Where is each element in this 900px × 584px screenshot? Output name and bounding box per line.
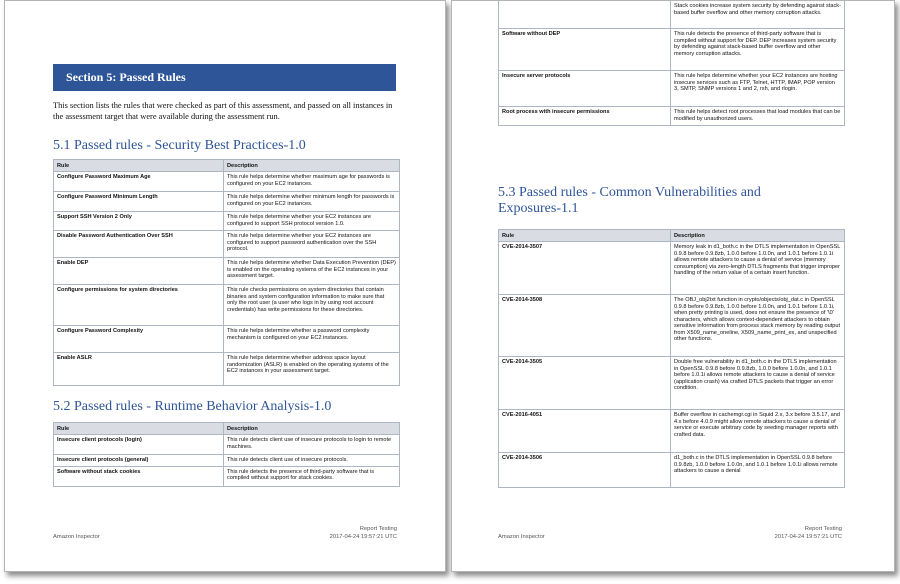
rule-name [499, 1, 671, 29]
rule-name: Disable Password Authentication Over SSH [54, 231, 224, 258]
report-page-right [451, 0, 895, 572]
rule-description: This rule helps determine whether Data Execution Prevention (DEP) is enabled on the operating systems of the EC2 instances in your assessment target. [224, 258, 400, 285]
rule-name: CVE-2014-3505 [499, 357, 671, 410]
rule-description: This rule helps determine whether a password complexity mechanism is configured on your EC2 instances. [224, 326, 400, 353]
rule-description: This rule helps detect root processes that load modules that can be modified by unauthorized users. [671, 107, 845, 126]
rule-name: Configure Password Maximum Age [54, 172, 224, 192]
table-row [499, 71, 845, 107]
rule-name: Insecure server protocols [499, 71, 671, 107]
rule-name: Configure permissions for system directories [54, 285, 224, 326]
rule-name: Configure Password Complexity [54, 326, 224, 353]
table-row [499, 107, 845, 126]
heading-5-2: 5.2 Passed rules - Runtime Behavior Analysis-1.0 [53, 399, 332, 414]
table-header-row [499, 230, 845, 242]
rule-name: CVE-2014-3506 [499, 453, 671, 488]
rule-description: The OBJ_obj2txt function in crypto/objects/obj_dat.c in OpenSSL 0.9.8 before 0.9.8zb, 1.0.0 before 1.0.0n, and 1.0.1 before 1.0.1i, when pretty printing is used, does not ensure the presence of '\0' characters, which allows context-dependent attackers to obtain sensitive information from process stack memory by reading output from X509_name_oneline, X509_name_print_ex, and unspecified other functions. [671, 295, 845, 357]
footer-report-info [330, 526, 397, 541]
table-row [499, 357, 845, 410]
rule-description: Buffer overflow in cachemgr.cgi in Squid 2.x, 3.x before 3.5.17, and 4.x before 4.0.9 might allow remote attackers to cause a denial of service or execute arbitrary code by seeding manager reports with crafted data. [671, 410, 845, 453]
table-header-row [54, 160, 400, 172]
footer-report-name: Report Testing [359, 526, 397, 532]
footer-timestamp: 2017-04-24 19:57:21 UTC [329, 533, 397, 540]
rule-description: This rule detects the presence of third-party software that is compiled without support for stack cookies. [224, 466, 400, 486]
column-header-rule: Rule [499, 230, 671, 242]
table-row [54, 326, 400, 353]
column-header-description: Description [671, 230, 845, 242]
section-title: Section 5: Passed Rules [53, 64, 396, 91]
table-row [54, 212, 400, 231]
column-header-description: Description [224, 423, 400, 435]
rule-description: This rule helps determine whether maximum age for passwords is configured on your EC2 instances. [224, 172, 400, 192]
rule-name: Enable ASLR [54, 353, 224, 386]
footer-brand: Amazon Inspector [53, 534, 100, 540]
rule-name: CVE-2014-3508 [499, 295, 671, 357]
table-header-row [54, 423, 400, 435]
rule-description: This rule detects the presence of third-party software that is compiled without support for DEP. DEP increases system security by defending against stack-based buffer overflow and other memory corruption attacks. [671, 29, 845, 71]
table-row [54, 455, 400, 467]
rule-name: Insecure client protocols (login) [54, 435, 224, 455]
rule-description: Memory leak in d1_both.c in the DTLS implementation in OpenSSL 0.9.8 before 0.9.8zb, 1.0.0 before 1.0.0n, and 1.0.1 before 1.0.1i allows remote attackers to cause a denial of service (memory consumption) via zero-length DTLS fragments that trigger improper handling of the return value of a certain insert function. [671, 242, 845, 295]
rule-description: This rule helps determine whether your EC2 instances are hosting insecure services such as FTP, Telnet, HTTP, IMAP, POP version 3, SMTP, SNMP versions 1 and 2, rsh, and rlogin. [671, 71, 845, 107]
rule-name: Root process with insecure permissions [499, 107, 671, 126]
rule-description: Double free vulnerability in d1_both.c in the DTLS implementation in OpenSSL 0.9.8 before 0.9.8zb, 1.0.0 before 1.0.0n, and 1.0.1 before 1.0.1i allows remote attackers to cause a denial of service (application crash) via crafted DTLS packets that trigger an error condition. [671, 357, 845, 410]
table-row [499, 242, 845, 295]
footer-report-name: Report Testing [804, 526, 842, 532]
table-row [54, 172, 400, 192]
table-row [499, 453, 845, 488]
rule-name: Software without stack cookies [54, 466, 224, 486]
table-row [499, 295, 845, 357]
heading-5-3 [498, 185, 761, 217]
rule-description: Stack cookies increase system security by defending against stack-based buffer overflow and other memory corruption attacks. [671, 1, 845, 29]
rule-name: CVE-2016-4051 [499, 410, 671, 453]
table-row [54, 258, 400, 285]
rule-name: Software without DEP [499, 29, 671, 71]
section-intro: This section lists the rules that were checked as part of this assessment, and passed on all instances in the assessment target that were available during the assessment run. [53, 101, 393, 121]
table-row [54, 353, 400, 386]
rule-description: d1_both.c in the DTLS implementation in OpenSSL 0.9.8 before 0.9.8zb, 1.0.0 before 1.0.0n, and 1.0.1 before 1.0.1i allows remote attackers to cause a denial [671, 453, 845, 488]
table-cve [498, 229, 845, 488]
heading-5-1: 5.1 Passed rules - Security Best Practices-1.0 [53, 138, 306, 153]
rule-name: Insecure client protocols (general) [54, 455, 224, 467]
table-runtime-behavior [53, 422, 400, 487]
column-header-rule: Rule [54, 423, 224, 435]
table-row [54, 466, 400, 486]
rule-description: This rule helps determine whether your EC2 instances are configured to support password authentication over the SSH protocol. [224, 231, 400, 258]
table-row [54, 435, 400, 455]
table-row [499, 410, 845, 453]
rule-description: This rule helps determine whether minimum length for passwords is configured on your EC2 instances. [224, 192, 400, 212]
table-row [499, 1, 845, 29]
column-header-description: Description [224, 160, 400, 172]
table-row [54, 192, 400, 212]
table-security-best-practices [53, 159, 400, 386]
rule-description: This rule helps determine whether address space layout randomization (ASLR) is enabled on the operating systems of the EC2 instances in your assessment target. [224, 353, 400, 386]
table-row [54, 231, 400, 258]
column-header-rule: Rule [54, 160, 224, 172]
rule-description: This rule checks permissions on system directories that contain binaries and system configuration information to make sure that only the root user (a user who logs in by using root account credentials) has write permissions for these directories. [224, 285, 400, 326]
footer-brand: Amazon Inspector [498, 534, 545, 540]
footer-report-info [775, 526, 842, 541]
table-row [499, 29, 845, 71]
heading-5-3-line2: Exposures-1.1 [498, 201, 579, 216]
table-runtime-behavior-continued [498, 0, 845, 126]
footer-timestamp: 2017-04-24 19:57:21 UTC [774, 533, 842, 540]
rule-description: This rule detects client use of insecure protocols. [224, 455, 400, 467]
rule-name: Configure Password Minimum Length [54, 192, 224, 212]
report-page-left [4, 0, 446, 572]
table-row [54, 285, 400, 326]
rule-name: Support SSH Version 2 Only [54, 212, 224, 231]
rule-description: This rule detects client use of insecure protocols to login to remote machines. [224, 435, 400, 455]
rule-name: Enable DEP [54, 258, 224, 285]
rule-name: CVE-2014-3507 [499, 242, 671, 295]
rule-description: This rule helps determine whether your EC2 instances are configured to support SSH protocol version 1.0. [224, 212, 400, 231]
heading-5-3-line1: 5.3 Passed rules - Common Vulnerabilities and [498, 185, 761, 200]
